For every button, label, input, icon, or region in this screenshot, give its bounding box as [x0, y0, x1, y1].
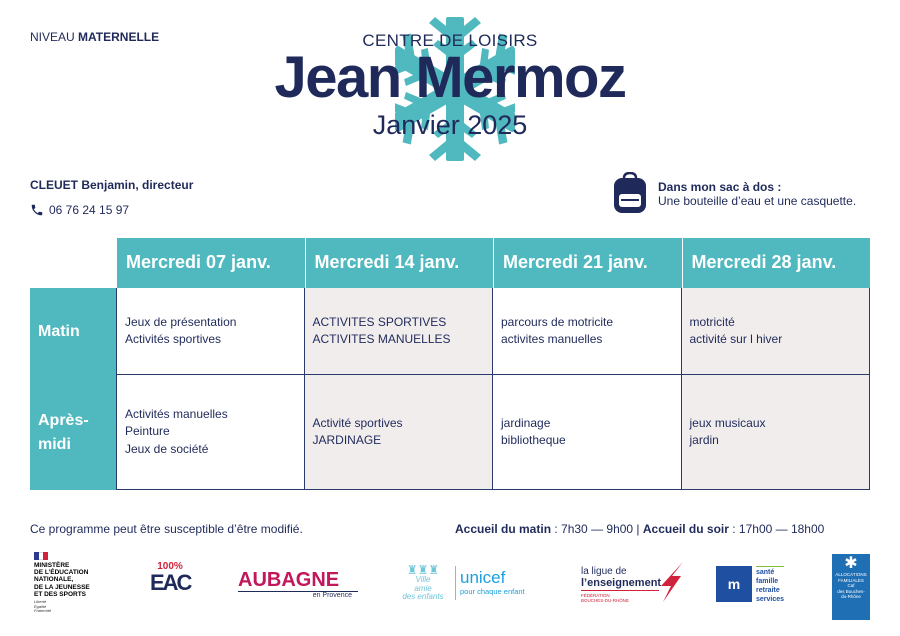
- column-header: Mercredi 28 janv.: [683, 238, 871, 288]
- ville-amie-text: Ville: [415, 575, 431, 584]
- activity-item: jardin: [689, 433, 719, 447]
- activity-item: ACTIVITES MANUELLES: [312, 332, 451, 346]
- schedule-cell: [116, 375, 305, 490]
- aubagne-logo: [238, 570, 358, 599]
- row-header: Après-midi: [38, 411, 89, 453]
- schedule-cell: [493, 288, 682, 375]
- activity-item: activité sur l hiver: [689, 332, 783, 346]
- partner-logos: [0, 550, 900, 630]
- caf-text: Caf: [847, 583, 855, 588]
- activity-item: ACTIVITES SPORTIVES: [312, 314, 447, 329]
- ministere-motto: Liberté: [34, 599, 47, 605]
- phone-number: 06 76 24 15 97: [49, 203, 130, 217]
- ministere-text: MINISTÈRE: [34, 562, 70, 569]
- msa-text: services: [756, 596, 785, 603]
- activity-item: Activités manuelles: [125, 406, 228, 421]
- phone-contact: [30, 203, 129, 217]
- activity-item: Jeux de présentation: [125, 314, 237, 329]
- caf-star-icon: ✱: [844, 555, 858, 572]
- ligue-main: l’enseignement: [581, 577, 662, 589]
- eac-text: EAC: [150, 570, 191, 595]
- month-label: Janvier 2025: [372, 110, 528, 140]
- aubagne-text: AUBAGNE: [238, 569, 340, 591]
- aubagne-sub: en Provence: [312, 592, 352, 599]
- msa-text: retraite: [756, 587, 780, 594]
- activity-item: Jeux de société: [125, 441, 209, 456]
- schedule-cell: [305, 375, 494, 490]
- caf-text: du-Rhône: [841, 594, 861, 599]
- bag-title: Dans mon sac à dos :: [658, 180, 782, 194]
- schedule-cell: [116, 288, 305, 375]
- backpack-note: [612, 172, 856, 214]
- msa-badge: m: [716, 566, 752, 602]
- row-header: Matin: [30, 288, 116, 375]
- phone-icon: [30, 203, 44, 217]
- activity-item: jeux musicaux: [689, 415, 766, 430]
- bag-text: Une bouteille d’eau et une casquette.: [658, 194, 857, 208]
- activity-item: jardinage: [501, 415, 551, 430]
- column-header: Mercredi 21 janv.: [494, 238, 682, 288]
- activity-item: Peinture: [125, 424, 170, 439]
- ville-amie-text: amie: [414, 583, 432, 593]
- level-label: [30, 30, 159, 44]
- ligue-logo: [581, 566, 685, 603]
- ministere-text: DE LA JEUNESSE: [34, 583, 90, 591]
- caf-logo: [832, 554, 870, 620]
- ligue-sub-text: BOUCHES-DU-RHÔNE: [581, 598, 630, 603]
- ministere-motto: Égalité: [34, 603, 47, 609]
- schedule-cell: [682, 288, 871, 375]
- caf-text: ALLOCATIONS: [835, 572, 867, 577]
- ville-amie-text: des enfants: [402, 592, 444, 601]
- activity-item: Activité sportives: [312, 415, 403, 430]
- schedule-cell: [493, 375, 682, 490]
- evening-hours: : 17h00 — 18h00: [728, 522, 825, 536]
- level-prefix: NIVEAU: [30, 30, 79, 44]
- unicef-sub: pour chaque enfant: [460, 587, 525, 597]
- flag-icon: [34, 552, 48, 560]
- msa-text: santé: [756, 569, 775, 576]
- eac-percent: 100%: [157, 561, 183, 572]
- ministere-motto: Fraternité: [34, 608, 52, 614]
- ligue-top: la ligue de: [581, 566, 627, 577]
- page-title: Jean Mermoz: [274, 45, 626, 110]
- unicef-text: unicef: [460, 568, 506, 588]
- caf-text: des Bouches-: [837, 588, 865, 594]
- morning-label: Accueil du matin: [455, 522, 552, 536]
- castle-icon: ♜♜♜: [406, 563, 440, 577]
- schedule-table: [30, 238, 870, 490]
- msa-text: famille: [756, 578, 779, 585]
- opening-hours: [455, 522, 824, 536]
- activity-item: motricité: [689, 314, 735, 329]
- disclaimer-note: Ce programme peut être susceptible d’être modifié.: [30, 522, 303, 536]
- activity-item: bibliotheque: [501, 433, 566, 447]
- ligue-arrow-icon: [659, 562, 683, 602]
- schedule-cell: [305, 288, 494, 375]
- activity-item: Activités sportives: [125, 332, 222, 346]
- backpack-icon: [612, 172, 648, 214]
- activity-item: activites manuelles: [501, 332, 603, 346]
- eac-logo: [150, 562, 190, 594]
- morning-hours: : 7h30 — 9h00 |: [551, 522, 643, 536]
- director-name: CLEUET Benjamin, directeur: [30, 178, 194, 192]
- ministere-text: ET DES SPORTS: [34, 590, 87, 598]
- ministere-text: DE L’ÉDUCATION: [34, 569, 89, 577]
- column-header: Mercredi 14 janv.: [306, 238, 494, 288]
- activity-item: parcours de motricite: [501, 314, 614, 329]
- column-header: Mercredi 07 janv.: [117, 238, 305, 288]
- center-label: CENTRE DE LOISIRS: [362, 31, 538, 50]
- msa-logo: [716, 566, 784, 604]
- ministere-logo: [34, 552, 124, 614]
- unicef-logo: [395, 564, 540, 602]
- ministere-text: NATIONALE,: [34, 576, 74, 584]
- ligue-sub-text: FÉDÉRATION: [581, 593, 610, 598]
- caf-text: FAMILIALES: [838, 577, 864, 583]
- schedule-cell: [682, 375, 871, 490]
- level-name: MATERNELLE: [78, 30, 160, 44]
- evening-label: Accueil du soir: [642, 522, 729, 536]
- activity-item: JARDINAGE: [312, 433, 382, 447]
- page-header: [0, 0, 900, 170]
